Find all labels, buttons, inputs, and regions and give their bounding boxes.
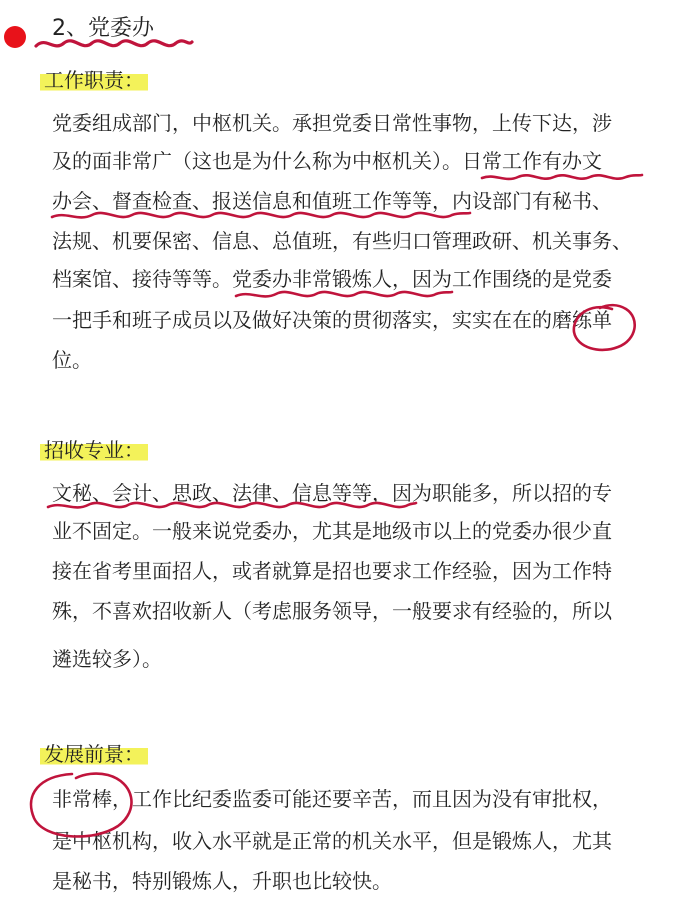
prospects-line-2: 是中枢机构，收入水平就是正常的机关水平，但是锻炼人，尤其: [52, 829, 612, 853]
prospects-line-3: 是秘书，特别锻炼人，升职也比较快。: [52, 869, 392, 893]
duties-line-3: 办会、督查检查、报送信息和值班工作等等，内设部门有秘书、: [52, 189, 612, 213]
heading-majors: 招收专业：: [40, 436, 148, 464]
section-title: 2、党委办: [52, 16, 154, 41]
duties-line-4: 法规、机要保密、信息、总值班，有些归口管理政研、机关事务、: [52, 229, 632, 253]
heading-duties: 工作职责：: [40, 66, 148, 94]
red-bullet-dot: [4, 26, 26, 48]
majors-line-1: 文秘、会计、思政、法律、信息等等，因为职能多，所以招的专: [52, 481, 612, 505]
majors-line-4: 殊，不喜欢招收新人（考虑服务领导，一般要求有经验的，所以: [52, 599, 612, 623]
duties-line-2: 及的面非常广（这也是为什么称为中枢机关）。日常工作有办文: [52, 149, 602, 173]
heading-prospects: 发展前景：: [40, 740, 148, 768]
duties-line-6: 一把手和班子成员以及做好决策的贯彻落实，实实在在的磨练单: [52, 308, 612, 332]
duties-line-1: 党委组成部门，中枢机关。承担党委日常性事物，上传下达，涉: [52, 111, 612, 135]
majors-line-5: 遴选较多）。: [52, 647, 162, 671]
majors-line-2: 业不固定。一般来说党委办，尤其是地级市以上的党委办很少直: [52, 519, 612, 543]
majors-line-3: 接在省考里面招人，或者就算是招也要求工作经验，因为工作特: [52, 559, 612, 583]
prospects-line-1: 非常棒，工作比纪委监委可能还要辛苦，而且因为没有审批权，: [52, 787, 612, 811]
title-underline-wave: [34, 34, 194, 54]
duties-line-5: 档案馆、接待等等。党委办非常锻炼人，因为工作围绕的是党委: [52, 267, 612, 291]
duties-line-7: 位。: [52, 348, 92, 372]
